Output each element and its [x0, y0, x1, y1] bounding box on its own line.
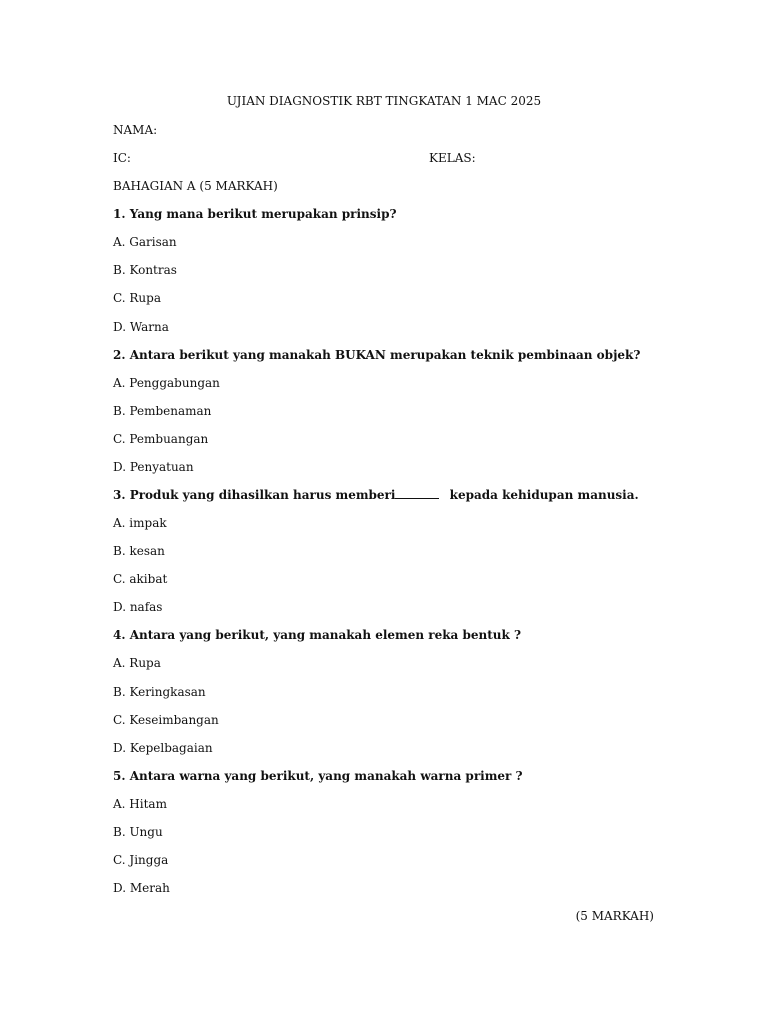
option-4a: A. Rupa: [113, 656, 161, 670]
option-5b: B. Ungu: [113, 825, 163, 839]
option-3c: C. akibat: [113, 572, 168, 586]
option-3a: A. impak: [113, 516, 167, 530]
page-title: UJIAN DIAGNOSTIK RBT TINGKATAN 1 MAC 2025: [226, 94, 542, 108]
option-1d: D. Warna: [113, 320, 169, 334]
option-1a: A. Garisan: [113, 235, 177, 249]
option-1b: B. Kontras: [113, 263, 177, 277]
option-2b: B. Pembenaman: [113, 404, 212, 418]
option-5c: C. Jingga: [113, 853, 169, 867]
answer-blank: [395, 487, 439, 499]
option-4b: B. Keringkasan: [113, 685, 206, 699]
kelas-label: KELAS:: [429, 151, 476, 165]
section-label: BAHAGIAN A (5 MARKAH): [113, 179, 278, 193]
question-2: 2. Antara berikut yang manakah BUKAN merupakan teknik pembinaan objek?: [113, 348, 641, 362]
option-2d: D. Penyatuan: [113, 460, 194, 474]
section-marks-footer: (5 MARKAH): [575, 909, 654, 923]
option-3d: D. nafas: [113, 600, 163, 614]
option-5a: A. Hitam: [113, 797, 167, 811]
option-2a: A. Penggabungan: [113, 376, 220, 390]
ic-label: IC:: [113, 151, 131, 165]
question-1: 1. Yang mana berikut merupakan prinsip?: [113, 207, 397, 221]
option-4d: D. Kepelbagaian: [113, 741, 213, 755]
option-4c: C. Keseimbangan: [113, 713, 219, 727]
nama-label: NAMA:: [113, 123, 158, 137]
option-1c: C. Rupa: [113, 291, 161, 305]
question-3-text-before: 3. Produk yang dihasilkan harus memberi: [113, 488, 396, 502]
question-4: 4. Antara yang berikut, yang manakah elemen reka bentuk ?: [113, 628, 522, 642]
option-5d: D. Merah: [113, 881, 170, 895]
question-5: 5. Antara warna yang berikut, yang manakah warna primer ?: [113, 769, 523, 783]
question-3: [113, 487, 639, 503]
option-3b: B. kesan: [113, 544, 165, 558]
question-3-text-after: kepada kehidupan manusia.: [449, 488, 639, 502]
option-2c: C. Pembuangan: [113, 432, 209, 446]
